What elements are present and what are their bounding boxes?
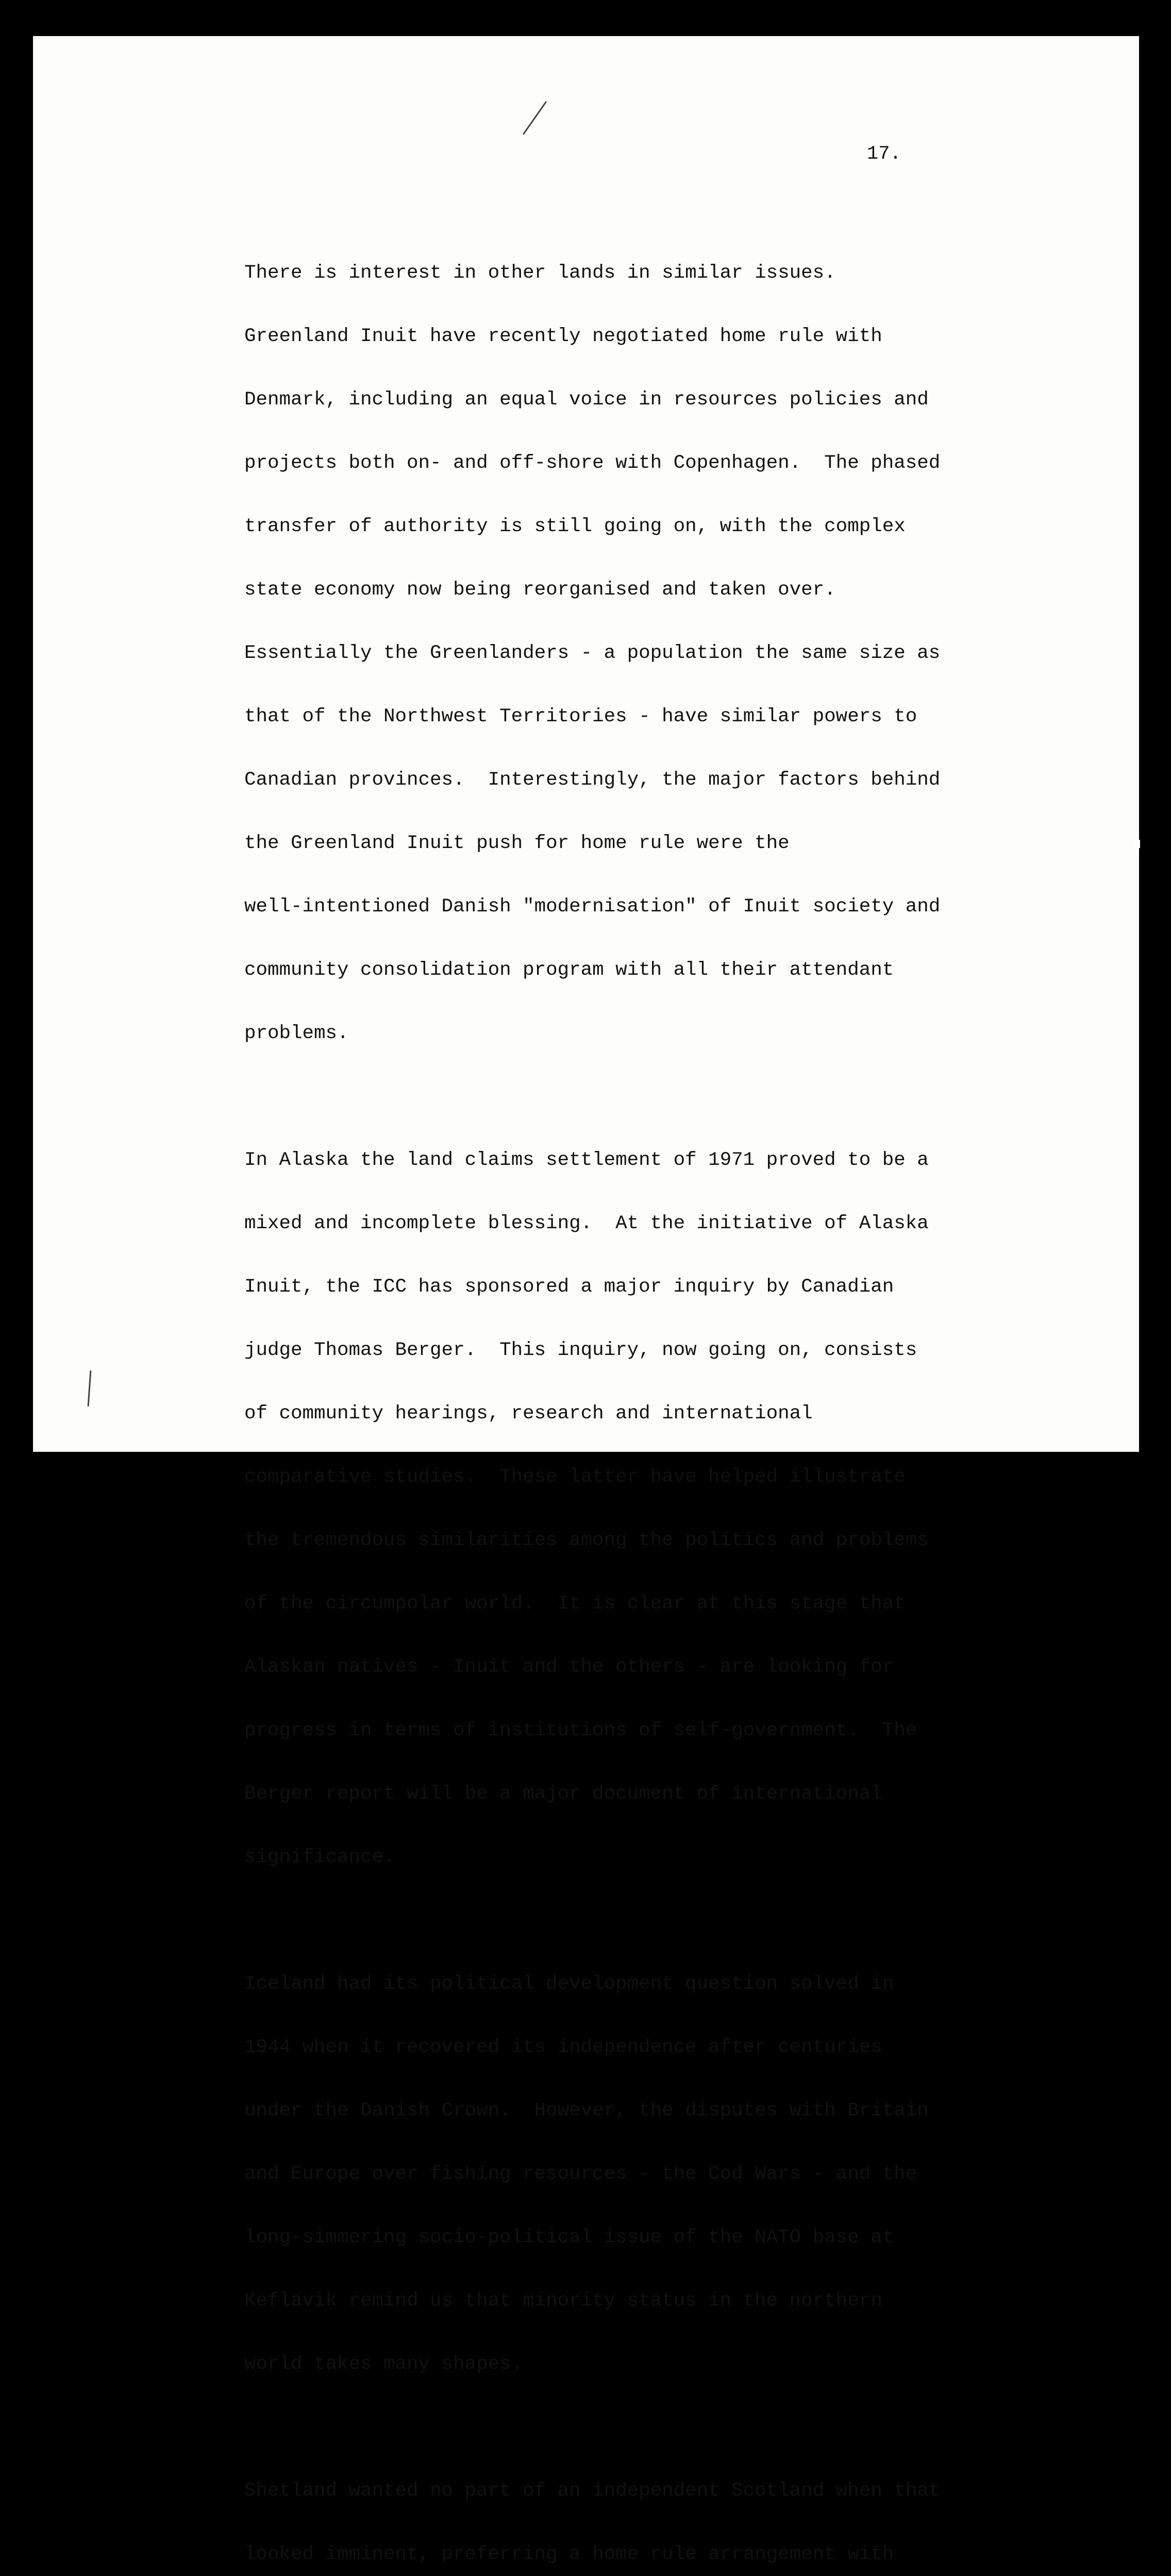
text-line: Greenland Inuit have recently negotiated home rule with <box>244 326 882 347</box>
text-line: judge Thomas Berger. This inquiry, now going on, consists <box>244 1340 917 1361</box>
text-line: significance. <box>244 1846 395 1868</box>
text-line: There is interest in other lands in similar issues. <box>244 262 836 284</box>
text-line: world takes many shapes. <box>244 2353 523 2375</box>
text-line: Essentially the Greenlanders - a population the same size as <box>244 642 941 664</box>
paragraph-greenland <box>244 221 1028 1087</box>
text-line: well-intentioned Danish "modernisation" of Inuit society and <box>244 896 941 918</box>
text-line: Keflavik remind us that minority status in the northern <box>244 2290 882 2312</box>
text-line: Iceland had its political development question solved in <box>244 1973 894 1995</box>
page-number: 17. <box>867 143 901 165</box>
paragraph-shetland <box>244 2438 1028 2576</box>
text-line: long-simmering socio-political issue of the NATO base at <box>244 2227 894 2248</box>
scan-mark <box>1134 840 1140 848</box>
text-line: comparative studies. These latter have helped illustrate <box>244 1466 906 1488</box>
text-line: that of the Northwest Territories - have similar powers to <box>244 706 917 727</box>
text-line: state economy now being reorganised and taken over. <box>244 579 836 601</box>
text-line: under the Danish Crown. However, the disputes with Britain <box>244 2100 929 2122</box>
text-line: projects both on- and off-shore with Copenhagen. The phased <box>244 452 941 474</box>
text-line: 1944 when it recovered its independence after centuries <box>244 2037 882 2058</box>
text-line: of community hearings, research and international <box>244 1403 813 1425</box>
text-line: the Greenland Inuit push for home rule were the <box>244 833 790 854</box>
text-line: community consolidation program with all their attendant <box>244 959 894 981</box>
text-line: the tremendous similarities among the politics and problems <box>244 1530 929 1551</box>
text-line: and Europe over fishing resources - the Cod Wars - and the <box>244 2163 917 2185</box>
text-line: looked imminent, preferring a home rule arrangement with <box>244 2544 894 2565</box>
text-line: of the circumpolar world. It is clear at this stage that <box>244 1593 906 1615</box>
text-line: In Alaska the land claims settlement of 1971 proved to be a <box>244 1149 929 1171</box>
text-line: Berger report will be a major document of international <box>244 1783 882 1805</box>
text-line: Inuit, the ICC has sponsored a major inquiry by Canadian <box>244 1276 894 1298</box>
paragraph-alaska <box>244 1108 1028 1910</box>
body-text <box>244 221 1028 2576</box>
text-line: Canadian provinces. Interestingly, the major factors behind <box>244 769 941 791</box>
text-line: Denmark, including an equal voice in resources policies and <box>244 389 929 411</box>
text-line: problems. <box>244 1023 349 1044</box>
text-line: mixed and incomplete blessing. At the initiative of Alaska <box>244 1213 929 1234</box>
paragraph-iceland <box>244 1931 1028 2417</box>
text-line: progress in terms of institutions of self-government. The <box>244 1720 917 1741</box>
text-line: Shetland wanted no part of an independent Scotland when that <box>244 2480 941 2502</box>
text-line: Alaskan natives - Inuit and the others - are looking for <box>244 1656 894 1678</box>
text-line: transfer of authority is still going on, with the complex <box>244 516 906 537</box>
